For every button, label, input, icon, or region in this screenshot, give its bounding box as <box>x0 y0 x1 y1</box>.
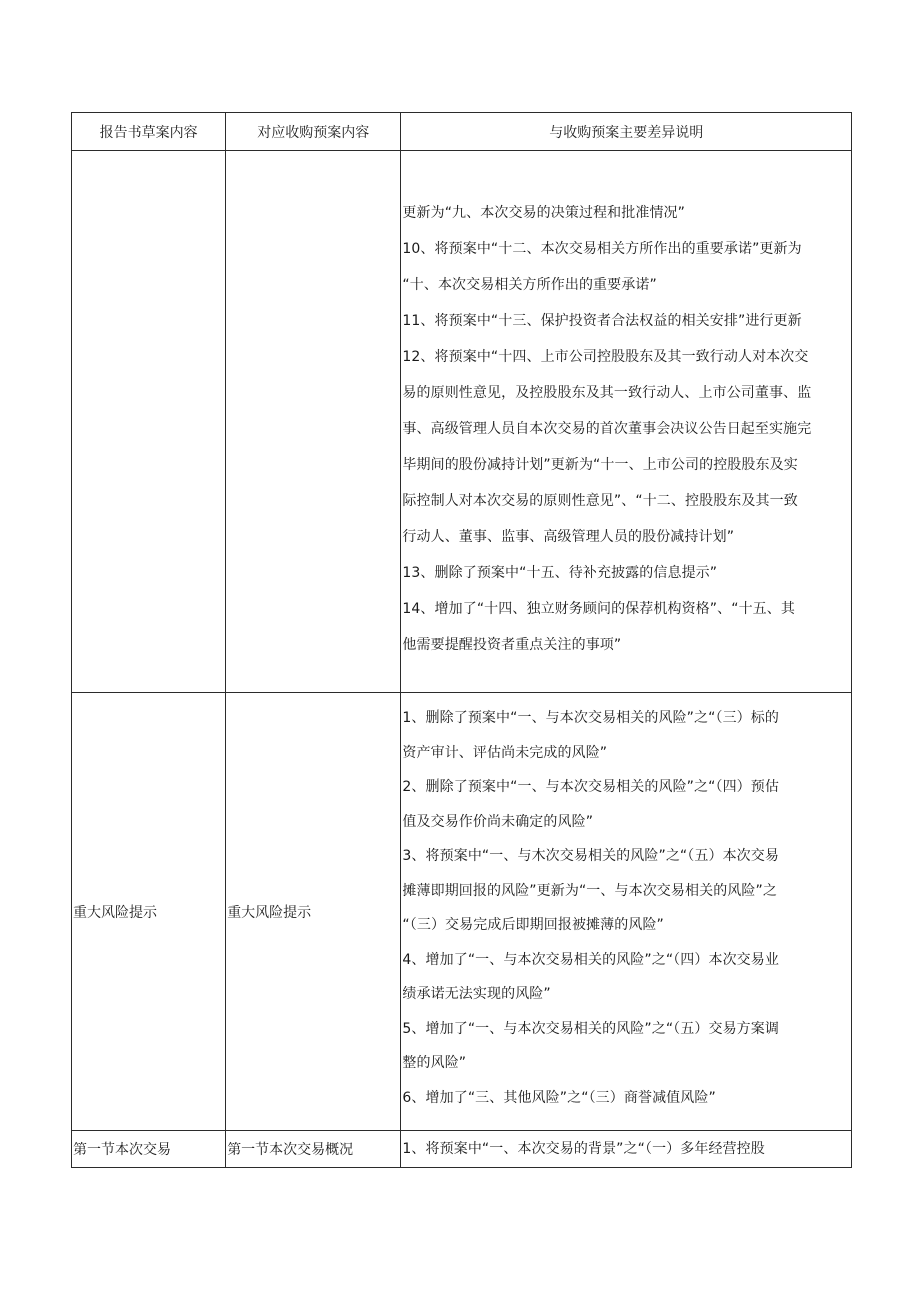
difference-notes-cell <box>401 1131 852 1168</box>
table-row <box>72 693 852 1131</box>
report-content-cell <box>72 1131 226 1168</box>
difference-line: 绩承诺无法实现的风险” <box>402 986 551 1002</box>
difference-lines <box>401 693 851 1115</box>
table-row <box>72 151 852 693</box>
comparison-table <box>71 112 852 1168</box>
header-report-content: 报告书草案内容 <box>72 113 226 151</box>
plan-content-text: 重大风险提示 <box>227 904 312 921</box>
difference-line: 更新为“九、本次交易的决策过程和批准情况” <box>402 205 686 221</box>
plan-content-cell <box>226 1131 401 1168</box>
plan-content-cell <box>226 693 401 1131</box>
difference-line: 1、删除了预案中“一、与本次交易相关的风险”之“（三）标的 <box>402 710 779 726</box>
difference-line: 14、增加了“十四、独立财务顾问的保荐机构资格”、“十五、其 <box>402 601 795 617</box>
difference-line: 10、将预案中“十二、本次交易相关方所作出的重要承诺”更新为 <box>402 241 802 257</box>
difference-notes-cell <box>401 151 852 693</box>
difference-line: 11、将预案中“十三、保护投资者合法权益的相关安排”进行更新 <box>402 313 802 329</box>
difference-lines <box>401 151 851 663</box>
difference-line: 整的风险” <box>402 1055 467 1071</box>
difference-line: 际控制人对本次交易的原则性意见”、“十二、控股股东及其一致 <box>402 493 798 509</box>
difference-line: 事、高级管理人员自本次交易的首次董事会决议公告日起至实施完 <box>402 421 812 437</box>
difference-line: 摊薄即期回报的风险”更新为“一、与本次交易相关的风险”之 <box>402 882 777 899</box>
difference-line: 他需要提醒投资者重点关注的事项” <box>402 637 622 653</box>
difference-line: 4、增加了“一、与本次交易相关的风险”之“（四）本次交易业 <box>402 951 779 968</box>
difference-line: 6、增加了“三、其他风险”之“（三）商誉减值风险” <box>402 1089 716 1106</box>
report-content-text: 第一节本次交易 <box>73 1142 171 1158</box>
report-content-text: 重大风险提示 <box>73 904 157 921</box>
header-plan-content: 对应收购预案内容 <box>226 113 401 151</box>
plan-content-cell <box>226 151 401 693</box>
difference-line: 3、将预案中“一、与木次交易相关的风险”之“（五）本次交易 <box>402 848 779 864</box>
report-content-cell <box>72 151 226 693</box>
difference-line: 易的原则性意见，及控股股东及其一致行动人、上市公司董事、监 <box>402 385 812 401</box>
difference-line: 2、删除了预案中“一、与本次交易相关的风险”之“（四）预估 <box>402 779 779 795</box>
difference-line: 13、删除了预案中“十五、待补充披露的信息提示” <box>402 565 718 581</box>
header-difference-notes: 与收购预案主要差异说明 <box>401 113 852 151</box>
plan-content-text: 第一节本次交易概况 <box>227 1142 354 1158</box>
difference-line: 资产审计、评估尚未完成的风险” <box>402 744 608 761</box>
difference-line: “十、本次交易相关方所作出的重要承诺” <box>402 277 657 293</box>
table-row <box>72 1131 852 1168</box>
difference-line: “（三）交易完成后即期回报被摊薄的风险” <box>402 917 664 933</box>
difference-line: 1、将预案中“一、本次交易的背景”之“（一）多年经营控股 <box>402 1141 765 1157</box>
difference-line: 12、将预案中“十四、上市公司控股股东及其一致行动人对本次交 <box>402 349 809 365</box>
table-header-row <box>72 113 852 151</box>
difference-line: 值及交易作价尚未确定的风险” <box>402 813 594 830</box>
report-content-cell <box>72 693 226 1131</box>
difference-line: 5、增加了“一、与本次交易相关的风险”之“（五）交易方案调 <box>402 1020 779 1037</box>
difference-lines <box>401 1132 851 1166</box>
difference-line: 行动人、董事、监事、高级管理人员的股份减持计划” <box>402 529 735 545</box>
difference-notes-cell <box>401 693 852 1131</box>
difference-line: 毕期间的股份减持计划”更新为“十一、上市公司的控股股东及实 <box>402 457 798 473</box>
